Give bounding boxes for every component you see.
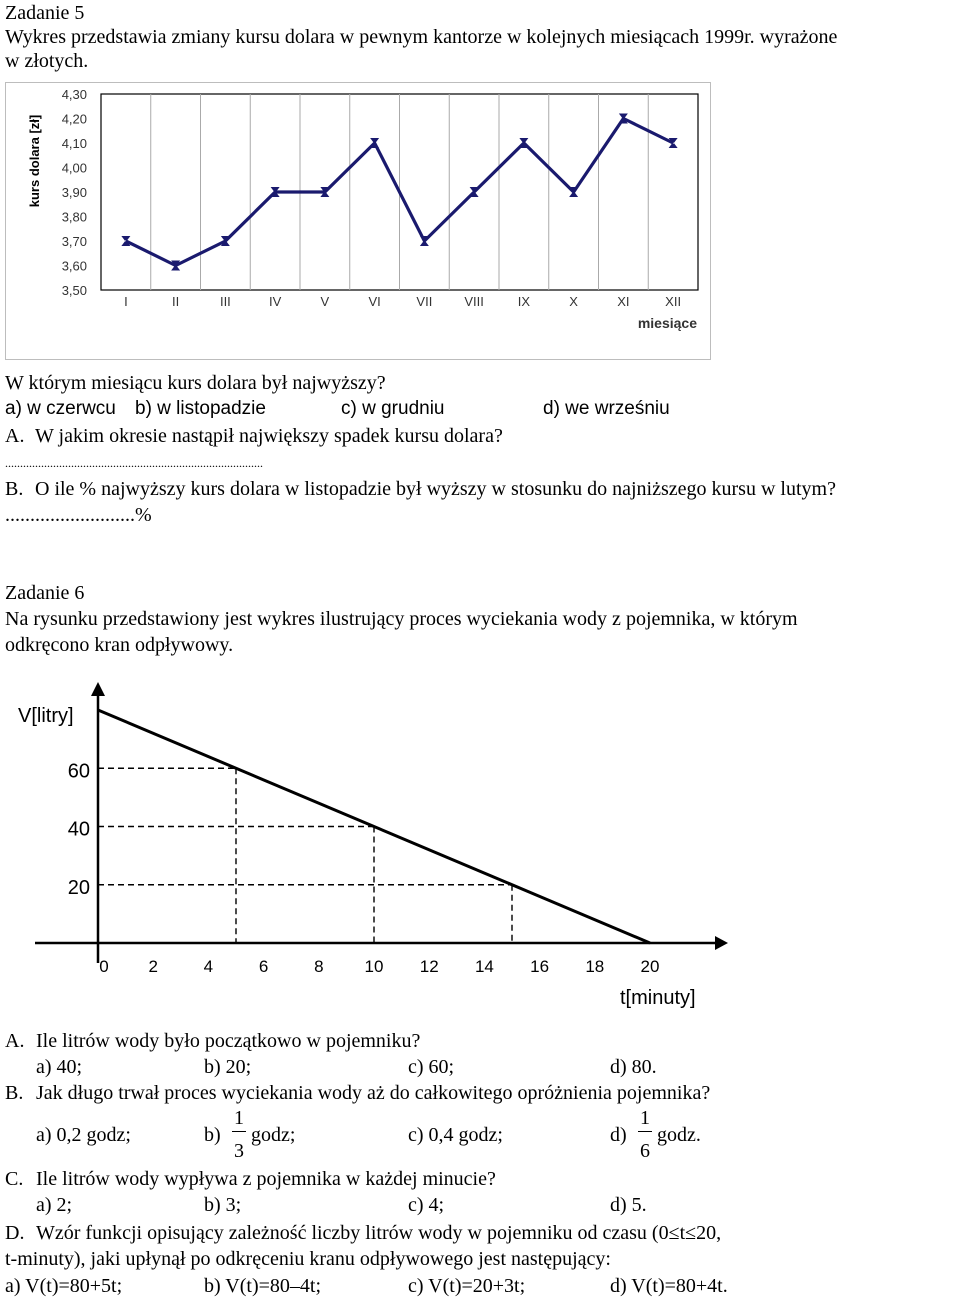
chart2-y-axis-label: V[litry] [18,705,74,727]
zad6-qD-option-c: c) V(t)=20+3t; [408,1275,526,1297]
chart1-y-tick-label: 3,90 [61,185,87,200]
chart2-x-tick-label: 20 [640,957,660,976]
zad5-qB: O ile % najwyższy kurs dolara w listopadzie był wyższy w stosunku do najniższego kursu w lutym? [35,478,836,500]
chart1-x-tick-label: VIII [464,294,484,309]
zad5-intro-line2: w złotych. [5,50,89,72]
zad6-qA-option-d: d) 80. [610,1056,657,1078]
chart1-y-tick-label: 4,20 [61,111,87,127]
chart1-x-tick-label: VII [416,294,433,309]
zad6-qC-label: C. [5,1168,24,1190]
zad5-qB-answer-blank: ..........................% [5,504,152,526]
zad5-q1-option-b: b) w listopadzie [135,398,266,419]
chart1-y-tick-label: 3,60 [61,258,87,274]
zad5-qA: W jakim okresie nastąpił największy spadek kursu dolara? [35,425,503,447]
chart2-x-axis-label: t[minuty] [620,987,696,1009]
chart1-y-tick-label: 4,10 [61,136,87,151]
chart2-x-tick-label: 4 [203,957,214,976]
zad6-qA-option-b: b) 20; [204,1056,252,1078]
zad6-qB-option-b-fraction-bar [232,1131,246,1132]
chart2-x-tick-label: 8 [314,957,324,976]
chart2-y-tick-label: 60 [67,760,90,783]
zad6-title: Zadanie 6 [5,582,85,604]
zad5-q1: W którym miesiącu kurs dolara był najwyższy? [5,372,386,394]
chart1-x-tick-label: III [219,294,231,309]
zad6-qB-option-d-denominator: 6 [640,1140,650,1162]
chart1-x-tick-label: XI [617,294,630,309]
chart2-x-tick-label: 0 [99,957,109,976]
chart1-y-axis-label: kurs dolara [zł] [27,114,42,208]
water-outflow-chart [10,680,730,1015]
chart1-y-tick-label: 4,30 [61,87,87,102]
zad6-qD-label: D. [5,1222,25,1244]
zad6-qD-option-a: a) V(t)=80+5t; [5,1275,123,1297]
zad6-qA: Ile litrów wody było początkowo w pojemniku? [36,1030,421,1052]
chart1-x-tick-label: XII [665,294,682,309]
chart1-x-axis-label: miesiące [637,315,697,331]
zad5-q1-option-c: c) w grudniu [341,398,445,419]
zad6-qC-option-a: a) 2; [36,1194,73,1216]
zad6-qB-option-d-fraction-bar [638,1131,652,1132]
zad6-qB-option-b-prefix: b) [204,1124,221,1146]
zad6-qD-option-d: d) V(t)=80+4t. [610,1275,728,1297]
zad6-qD-option-b: b) V(t)=80–4t; [204,1275,322,1297]
zad6-qD-line1: Wzór funkcji opisujący zależność liczby litrów wody w pojemniku od czasu (0≤t≤20, [36,1222,722,1244]
chart1-x-tick-label: IX [517,294,531,309]
zad6-qA-option-c: c) 60; [408,1056,455,1078]
chart1-x-tick-label: I [124,294,128,309]
zad5-intro-line1: Wykres przedstawia zmiany kursu dolara w pewnym kantorze w kolejnych miesiącach 1999r. wyrażone [5,26,838,48]
zad5-qA-label: A. [5,425,25,447]
zad6-qB-label: B. [5,1082,24,1104]
chart2-y-axis-arrow [91,682,105,696]
zad6-qD-line2: t-minuty), jaki upłynął po odkręceniu kranu odpływowego jest następujący: [5,1248,611,1270]
chart2-x-tick-label: 16 [530,957,550,976]
zad6-qB-option-d-numerator: 1 [640,1107,650,1129]
chart1-y-tick-label: 3,80 [61,209,87,225]
chart2-x-tick-label: 14 [474,957,494,976]
zad6-qA-option-a: a) 40; [36,1056,83,1078]
chart2-x-tick-label: 12 [419,957,439,976]
zad6-qC-option-c: c) 4; [408,1194,445,1216]
zad6-qB-option-b-numerator: 1 [234,1107,244,1129]
zad6-qA-label: A. [5,1030,25,1052]
zad6-intro-line1: Na rysunku przedstawiony jest wykres ilustrujący proces wyciekania wody z pojemnika, w którym [5,608,798,630]
zad6-qB-option-c: c) 0,4 godz; [408,1124,503,1146]
exchange-rate-chart [5,82,711,360]
chart1-y-tick-label: 3,70 [61,234,87,249]
chart2-x-axis-arrow [715,936,728,950]
zad6-qB-option-a: a) 0,2 godz; [36,1124,131,1146]
chart1-x-tick-label: VI [368,294,381,309]
zad6-intro-line2: odkręcono kran odpływowy. [5,634,234,656]
zad6-qB: Jak długo trwał proces wyciekania wody aż do całkowitego opróżnienia pojemnika? [36,1082,711,1104]
zad6-qB-option-b-suffix: godz; [251,1124,296,1146]
chart2-y-tick-label: 20 [67,876,90,899]
zad5-title: Zadanie 5 [5,2,85,24]
zad6-qC: Ile litrów wody wypływa z pojemnika w każdej minucie? [36,1168,496,1190]
zad5-qB-label: B. [5,478,24,500]
zad6-qC-option-b: b) 3; [204,1194,242,1216]
chart2-y-tick-label: 40 [67,818,90,841]
chart2-x-tick-label: 18 [585,957,605,976]
zad5-q1-option-a: a) w czerwcu [5,398,116,419]
chart1-x-tick-label: IV [268,294,282,309]
chart1-x-tick-label: II [172,294,180,309]
zad6-qB-option-b-denominator: 3 [234,1140,244,1162]
zad5-qA-answer-blank: ...................................................................................... [5,456,263,470]
zad5-q1-option-d: d) we wrześniu [543,398,670,419]
chart1-x-tick-label: X [569,294,578,309]
chart2-x-tick-label: 10 [364,957,384,976]
chart1-y-tick-label: 3,50 [61,283,87,298]
chart2-x-tick-label: 2 [148,957,158,976]
chart1-x-tick-label: V [320,294,330,309]
zad6-qB-option-d-prefix: d) [610,1124,627,1146]
zad6-qB-option-d-suffix: godz. [657,1124,701,1146]
chart2-x-tick-label: 6 [258,957,269,976]
chart1-y-tick-label: 4,00 [61,160,87,176]
zad6-qC-option-d: d) 5. [610,1194,647,1216]
